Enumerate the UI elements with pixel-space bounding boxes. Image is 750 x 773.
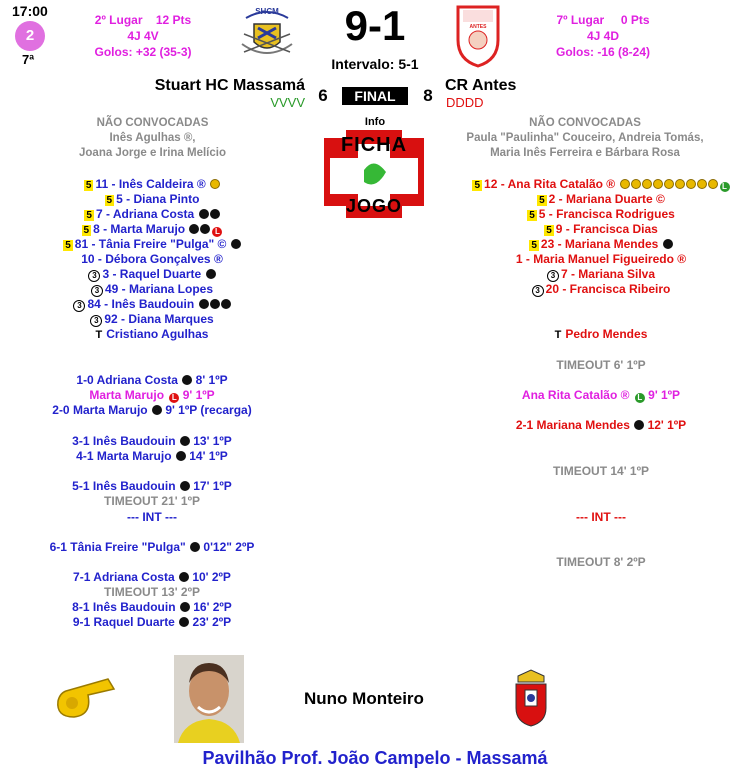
away-crest-text: ANTES bbox=[469, 24, 487, 30]
home-timeout: TIMEOUT 21' 1ºP bbox=[104, 494, 200, 508]
coach-icon: T bbox=[95, 329, 103, 341]
player-name: 7 - Adriana Costa bbox=[95, 207, 195, 221]
player-name: 5 - Francisca Rodrigues bbox=[538, 207, 675, 221]
goal-ball-icon bbox=[206, 269, 216, 279]
goal-ball-icon bbox=[221, 299, 231, 309]
goal-ball-icon bbox=[634, 420, 644, 430]
round-rank: 7ª bbox=[22, 52, 35, 67]
goal-ball-icon bbox=[200, 224, 210, 234]
home-team-name[interactable]: Stuart HC Massamá bbox=[154, 77, 305, 94]
home-player-row[interactable] bbox=[30, 177, 274, 192]
yellow-ball-icon bbox=[642, 179, 652, 189]
goal-ball-icon bbox=[199, 299, 209, 309]
player-name: 11 - Inês Caldeira ® bbox=[95, 177, 206, 191]
home-fouls: 6 bbox=[318, 86, 328, 105]
goal-ball-icon bbox=[199, 209, 209, 219]
starter-badge: 5 bbox=[539, 195, 545, 206]
home-player-row[interactable] bbox=[30, 267, 274, 282]
home-event: 4-1 Marta Marujo 14' 1ºP bbox=[76, 449, 228, 463]
home-not-called-line: Joana Jorge e Irina Melício bbox=[79, 147, 226, 159]
home-player-row[interactable] bbox=[30, 237, 274, 252]
home-event: 3-1 Inês Baudouin 13' 1ºP bbox=[72, 434, 232, 448]
home-event: 8-1 Inês Baudouin 16' 2ºP bbox=[72, 600, 232, 614]
final-status: FINAL bbox=[342, 87, 408, 105]
away-not-called-title: NÃO CONVOCADAS bbox=[529, 117, 641, 129]
starter-badge: 5 bbox=[546, 225, 552, 236]
whistle-icon bbox=[52, 673, 118, 723]
referee-photo bbox=[174, 655, 244, 743]
venue: Pavilhão Prof. João Campelo - Massamá bbox=[202, 748, 548, 768]
away-not-called bbox=[455, 116, 715, 161]
away-coach-row bbox=[466, 327, 736, 343]
home-event: 1-0 Adriana Costa 8' 1ºP bbox=[76, 373, 228, 387]
goal-ball-icon bbox=[210, 209, 220, 219]
home-coach-name: Cristiano Agulhas bbox=[106, 327, 209, 341]
player-name: 92 - Diana Marques bbox=[104, 312, 214, 326]
goal-ball-icon bbox=[176, 451, 186, 461]
player-name: 5 - Diana Pinto bbox=[116, 192, 200, 206]
away-lineup bbox=[466, 177, 736, 343]
yellow-ball-icon bbox=[664, 179, 674, 189]
away-player-row[interactable] bbox=[466, 237, 736, 252]
player-name: 3 - Raquel Duarte bbox=[102, 267, 202, 281]
sub-badge: 3 bbox=[88, 270, 100, 282]
away-stats bbox=[548, 12, 658, 60]
region-crest-icon bbox=[512, 668, 550, 728]
starter-badge: 5 bbox=[529, 210, 535, 221]
match-time: 17:00 bbox=[12, 3, 48, 19]
away-not-called-line: Maria Inês Ferreira e Bárbara Rosa bbox=[490, 147, 680, 159]
away-not-called-line: Paula "Paulinha" Couceiro, Andreia Tomás, bbox=[466, 132, 704, 144]
logo-text-bottom: JOGO bbox=[345, 196, 402, 216]
away-team-name[interactable]: CR Antes bbox=[445, 77, 517, 94]
player-name: 8 - Marta Marujo bbox=[93, 222, 186, 236]
goal-ball-icon bbox=[189, 224, 199, 234]
starter-badge: 5 bbox=[83, 225, 90, 236]
starter-badge: 5 bbox=[86, 210, 92, 221]
home-position: 2º Lugar bbox=[94, 13, 143, 27]
away-player-row[interactable] bbox=[466, 282, 736, 297]
player-name: 23 - Mariana Mendes bbox=[540, 237, 659, 251]
goal-ball-icon bbox=[190, 542, 200, 552]
player-name: 1 - Maria Manuel Figueiredo ® bbox=[515, 252, 687, 266]
goal-ball-icon bbox=[210, 299, 220, 309]
player-name: 7 - Mariana Silva bbox=[560, 267, 656, 281]
referee-name: Nuno Monteiro bbox=[304, 689, 424, 708]
home-event: 5-1 Inês Baudouin 17' 1ºP bbox=[72, 479, 232, 493]
away-player-row[interactable] bbox=[466, 207, 736, 222]
away-coach-name: Pedro Mendes bbox=[565, 327, 648, 341]
home-coach-row bbox=[30, 327, 274, 343]
home-event: 2-0 Marta Marujo 9' 1ºP (recarga) bbox=[52, 403, 252, 417]
sub-badge: 3 bbox=[73, 300, 85, 312]
away-timeout: TIMEOUT 14' 1ºP bbox=[553, 464, 649, 478]
player-name: 9 - Francisca Dias bbox=[555, 222, 658, 236]
player-name: 20 - Francisca Ribeiro bbox=[545, 282, 671, 296]
goal-ball-icon bbox=[179, 617, 189, 627]
home-player-row[interactable] bbox=[30, 207, 274, 222]
goal-ball-icon bbox=[663, 239, 673, 249]
away-goals: Golos: -16 (8-24) bbox=[555, 45, 651, 59]
player-name: 10 - Débora Gonçalves ® bbox=[81, 252, 223, 266]
away-position: 7º Lugar bbox=[556, 13, 605, 27]
home-points: 12 Pts bbox=[155, 13, 192, 27]
player-name: 2 - Mariana Duarte © bbox=[548, 192, 665, 206]
home-not-called-line: Inês Agulhas ®, bbox=[109, 132, 196, 144]
green-card-icon: L bbox=[635, 393, 645, 403]
starter-badge: 5 bbox=[474, 180, 481, 191]
player-name: 84 - Inês Baudouin bbox=[87, 297, 195, 311]
player-name: 49 - Mariana Lopes bbox=[104, 282, 214, 296]
yellow-ball-icon bbox=[686, 179, 696, 189]
green-card-icon: L bbox=[720, 182, 730, 192]
yellow-ball-icon bbox=[631, 179, 641, 189]
yellow-ball-icon bbox=[675, 179, 685, 189]
away-timeout: TIMEOUT 8' 2ºP bbox=[556, 555, 646, 569]
red-card-icon: L bbox=[212, 227, 222, 237]
player-name: 12 - Ana Rita Catalão ® bbox=[484, 177, 616, 191]
goal-ball-icon bbox=[180, 481, 190, 491]
goal-ball-icon bbox=[180, 436, 190, 446]
home-record: 4J 4V bbox=[127, 29, 159, 43]
goal-ball-icon bbox=[180, 602, 190, 612]
home-goals: Golos: +32 (35-3) bbox=[94, 45, 192, 59]
away-interval: --- INT --- bbox=[576, 510, 626, 524]
away-fouls: 8 bbox=[423, 86, 433, 105]
home-not-called-title: NÃO CONVOCADAS bbox=[96, 117, 209, 129]
info-link[interactable]: Info bbox=[364, 116, 386, 128]
red-card-icon: L bbox=[169, 393, 179, 403]
yellow-ball-icon bbox=[620, 179, 630, 189]
goal-ball-icon bbox=[231, 239, 241, 249]
home-event: 9-1 Raquel Duarte 23' 2ºP bbox=[72, 615, 232, 629]
home-player-row[interactable] bbox=[30, 192, 274, 207]
away-record: 4J 4D bbox=[586, 29, 620, 43]
home-event: Marta Marujo L 9' 1ºP bbox=[89, 388, 215, 402]
starter-badge: 5 bbox=[106, 195, 113, 206]
away-player-row[interactable] bbox=[466, 192, 736, 207]
away-timeout: TIMEOUT 6' 1ºP bbox=[556, 358, 646, 372]
round-badge: 2 bbox=[15, 21, 45, 51]
goal-ball-icon bbox=[152, 405, 162, 415]
sub-badge: 3 bbox=[547, 270, 559, 282]
starter-badge: 5 bbox=[85, 180, 92, 191]
away-player-row[interactable] bbox=[466, 177, 736, 192]
away-player-row[interactable] bbox=[466, 222, 736, 237]
away-player-row[interactable] bbox=[466, 267, 736, 282]
starter-badge: 5 bbox=[65, 240, 71, 251]
yellow-ball-icon bbox=[708, 179, 718, 189]
sub-badge: 3 bbox=[532, 285, 544, 297]
home-player-row[interactable] bbox=[30, 297, 274, 312]
ficha-jogo-logo[interactable] bbox=[324, 130, 424, 218]
home-stats bbox=[88, 12, 198, 60]
yellow-ball-icon bbox=[210, 179, 220, 189]
sub-badge: 3 bbox=[91, 285, 103, 297]
home-not-called bbox=[40, 116, 265, 161]
halftime-score: Intervalo: 5-1 bbox=[331, 56, 419, 72]
home-interval: --- INT --- bbox=[127, 510, 177, 524]
home-crest-icon bbox=[236, 4, 298, 66]
score: 9-1 bbox=[344, 2, 406, 49]
home-player-row[interactable] bbox=[30, 282, 274, 297]
sub-badge: 3 bbox=[90, 315, 102, 327]
goal-ball-icon bbox=[182, 375, 192, 385]
coach-icon: T bbox=[554, 329, 562, 341]
home-form: VVVV bbox=[270, 95, 305, 110]
away-points: 0 Pts bbox=[620, 13, 650, 27]
yellow-ball-icon bbox=[653, 179, 663, 189]
home-player-row[interactable] bbox=[30, 222, 274, 237]
starter-badge: 5 bbox=[531, 240, 537, 251]
logo-text-top: FICHA bbox=[340, 134, 408, 156]
home-player-row[interactable] bbox=[30, 252, 274, 267]
home-lineup bbox=[30, 177, 274, 343]
away-event: Ana Rita Catalão ® L 9' 1ºP bbox=[521, 388, 681, 402]
player-name: 81 - Tânia Freire "Pulga" © bbox=[74, 237, 227, 251]
away-form: DDDD bbox=[446, 95, 484, 110]
away-crest-icon bbox=[455, 4, 501, 68]
home-event: 6-1 Tânia Freire "Pulga" 0'12" 2ºP bbox=[49, 540, 255, 554]
home-event: 7-1 Adriana Costa 10' 2ºP bbox=[73, 570, 231, 584]
yellow-ball-icon bbox=[697, 179, 707, 189]
goal-ball-icon bbox=[179, 572, 189, 582]
home-timeout: TIMEOUT 13' 2ºP bbox=[104, 585, 200, 599]
home-crest-text: SHCM bbox=[255, 7, 279, 16]
home-player-row[interactable] bbox=[30, 312, 274, 327]
away-event: 2-1 Mariana Mendes 12' 1ºP bbox=[515, 418, 687, 432]
away-player-row[interactable] bbox=[466, 252, 736, 267]
